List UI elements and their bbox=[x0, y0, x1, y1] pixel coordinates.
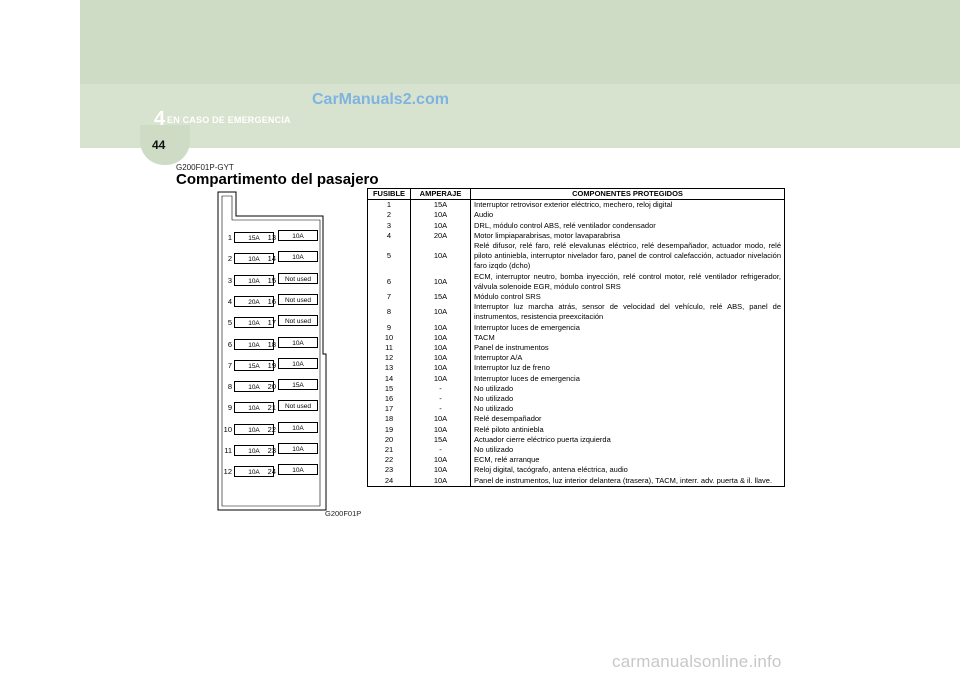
component-cell: Motor limpiaparabrisas, motor lavaparabrisa bbox=[471, 231, 785, 241]
section-title: Compartimento del pasajero bbox=[176, 171, 379, 188]
amperage-cell: 10A bbox=[411, 343, 471, 353]
chapter-title: EN CASO DE EMERGENCIA bbox=[167, 115, 291, 125]
fuse-cell: 1 bbox=[368, 200, 411, 211]
amperage-cell: 20A bbox=[411, 231, 471, 241]
component-cell: Módulo control SRS bbox=[471, 292, 785, 302]
amperage-cell: - bbox=[411, 404, 471, 414]
amperage-cell: 10A bbox=[411, 374, 471, 384]
fuse-slot-18: 10A bbox=[278, 337, 318, 348]
amperage-cell: - bbox=[411, 384, 471, 394]
fuse-cell: 3 bbox=[368, 221, 411, 231]
table-row bbox=[368, 353, 785, 363]
fuse-cell: 6 bbox=[368, 272, 411, 292]
table-row bbox=[368, 404, 785, 414]
component-cell: Actuador cierre eléctrico puerta izquierda bbox=[471, 435, 785, 445]
fuse-slot-10: 10A bbox=[234, 424, 274, 435]
fuse-slot-17: Not used bbox=[278, 315, 318, 326]
fuse-slot-23: 10A bbox=[278, 443, 318, 454]
table-row bbox=[368, 241, 785, 272]
amperage-cell: 10A bbox=[411, 425, 471, 435]
fuse-number-15: 15 bbox=[267, 275, 276, 285]
fuse-number-2: 2 bbox=[227, 254, 232, 264]
fuse-number-19: 19 bbox=[267, 360, 276, 370]
table-row bbox=[368, 465, 785, 475]
fuse-number-3: 3 bbox=[227, 275, 232, 285]
fuse-cell: 14 bbox=[368, 374, 411, 384]
fuse-number-4: 4 bbox=[227, 296, 232, 306]
fuse-slot-16: Not used bbox=[278, 294, 318, 305]
fuse-cell: 8 bbox=[368, 302, 411, 322]
table-row bbox=[368, 425, 785, 435]
fuse-slot-15: Not used bbox=[278, 273, 318, 284]
fuse-number-11: 11 bbox=[224, 446, 232, 455]
fuse-cell: 5 bbox=[368, 241, 411, 272]
component-cell: Interruptor luces de emergencia bbox=[471, 374, 785, 384]
table-row bbox=[368, 221, 785, 231]
component-cell: Interruptor luz de freno bbox=[471, 363, 785, 373]
fuse-cell: 10 bbox=[368, 333, 411, 343]
amperage-cell: - bbox=[411, 394, 471, 404]
table-row bbox=[368, 455, 785, 465]
fuse-slot-1: 15A bbox=[234, 232, 274, 243]
component-cell: Reloj digital, tacógrafo, antena eléctrica, audio bbox=[471, 465, 785, 475]
fuse-slot-6: 10A bbox=[234, 339, 274, 350]
fuse-cell: 24 bbox=[368, 476, 411, 487]
header-amperage: AMPERAJE bbox=[411, 189, 471, 200]
amperage-cell: 15A bbox=[411, 292, 471, 302]
component-cell: No utilizado bbox=[471, 404, 785, 414]
footer-watermark: carmanualsonline.info bbox=[612, 652, 782, 671]
fuse-cell: 17 bbox=[368, 404, 411, 414]
fuse-cell: 23 bbox=[368, 465, 411, 475]
page-number: 44 bbox=[152, 138, 166, 152]
table-row bbox=[368, 292, 785, 302]
amperage-cell: 15A bbox=[411, 200, 471, 211]
figure-code: G200F01P bbox=[325, 509, 362, 518]
amperage-cell: 15A bbox=[411, 435, 471, 445]
fuse-number-23: 23 bbox=[267, 446, 276, 455]
fuse-cell: 22 bbox=[368, 455, 411, 465]
table-row bbox=[368, 200, 785, 211]
amperage-cell: 10A bbox=[411, 455, 471, 465]
table-row bbox=[368, 414, 785, 424]
component-cell: No utilizado bbox=[471, 384, 785, 394]
fuse-number-13: 13 bbox=[267, 233, 276, 242]
fuse-cell: 7 bbox=[368, 292, 411, 302]
fuse-slot-3: 10A bbox=[234, 275, 274, 286]
table-row bbox=[368, 231, 785, 241]
table-row bbox=[368, 384, 785, 394]
fuse-cell: 2 bbox=[368, 210, 411, 220]
table-row bbox=[368, 374, 785, 384]
fuse-slot-8: 10A bbox=[234, 381, 274, 392]
component-cell: ECM, interruptor neutro, bomba inyección, relé control motor, relé ventilador refrigerador, válvula solenoide EGR, módulo control SRS bbox=[471, 272, 785, 292]
component-cell: Interruptor luz marcha atrás, sensor de velocidad del vehículo, relé ABS, panel de instrumentos, resistencia preexcitación bbox=[471, 302, 785, 322]
table-row bbox=[368, 302, 785, 322]
fuse-slot-7: 15A bbox=[234, 360, 274, 371]
fuse-cell: 4 bbox=[368, 231, 411, 241]
fuse-slot-20: 15A bbox=[278, 379, 318, 390]
amperage-cell: 10A bbox=[411, 272, 471, 292]
amperage-cell: 10A bbox=[411, 210, 471, 220]
component-cell: Panel de instrumentos bbox=[471, 343, 785, 353]
fuse-number-5: 5 bbox=[227, 318, 232, 328]
fuse-slot-4: 20A bbox=[234, 296, 274, 307]
fuse-slot-12: 10A bbox=[234, 466, 274, 477]
fuse-number-10: 10 bbox=[223, 424, 232, 434]
fuse-slot-19: 10A bbox=[278, 358, 318, 369]
fuse-number-9: 9 bbox=[227, 403, 232, 413]
amperage-cell: 10A bbox=[411, 414, 471, 424]
header-fuse: FUSIBLE bbox=[368, 189, 411, 200]
fuse-number-1: 1 bbox=[227, 233, 232, 242]
table-row bbox=[368, 323, 785, 333]
component-cell: Panel de instrumentos, luz interior delantera (trasera), TACM, interr. adv. puerta & il. llave. bbox=[471, 476, 785, 487]
fuse-slot-11: 10A bbox=[234, 445, 274, 456]
fuse-table-body bbox=[368, 200, 785, 487]
amperage-cell: 10A bbox=[411, 465, 471, 475]
fuse-slot-22: 10A bbox=[278, 422, 318, 433]
table-row bbox=[368, 272, 785, 292]
fuse-cell: 9 bbox=[368, 323, 411, 333]
component-cell: Relé piloto antiniebla bbox=[471, 425, 785, 435]
fuse-cell: 20 bbox=[368, 435, 411, 445]
amperage-cell: - bbox=[411, 445, 471, 455]
fuse-cell: 11 bbox=[368, 343, 411, 353]
fuse-slot-9: 10A bbox=[234, 402, 274, 413]
table-row bbox=[368, 394, 785, 404]
amperage-cell: 10A bbox=[411, 476, 471, 487]
component-cell: No utilizado bbox=[471, 394, 785, 404]
component-cell: No utilizado bbox=[471, 445, 785, 455]
fuse-cell: 16 bbox=[368, 394, 411, 404]
amperage-cell: 10A bbox=[411, 302, 471, 322]
table-row bbox=[368, 333, 785, 343]
component-cell: Interruptor A/A bbox=[471, 353, 785, 363]
fuse-number-8: 8 bbox=[227, 382, 232, 392]
fuse-number-22: 22 bbox=[267, 424, 276, 434]
fuse-cell: 21 bbox=[368, 445, 411, 455]
component-cell: Relé difusor, relé faro, relé elevalunas eléctrico, relé desempañador, actuador modo, relé piloto antiniebla, interruptor nivelador faro, panel de control calefacción, actuador nivelación faro izqdo (dcho) bbox=[471, 241, 785, 272]
fuse-cell: 12 bbox=[368, 353, 411, 363]
fuse-cell: 18 bbox=[368, 414, 411, 424]
amperage-cell: 10A bbox=[411, 353, 471, 363]
table-row bbox=[368, 363, 785, 373]
table-row bbox=[368, 476, 785, 487]
component-cell: Relé desempañador bbox=[471, 414, 785, 424]
component-cell: Interruptor retrovisor exterior eléctrico, mechero, reloj digital bbox=[471, 200, 785, 211]
fuse-number-16: 16 bbox=[267, 296, 276, 306]
table-row bbox=[368, 445, 785, 455]
header-components: COMPONENTES PROTEGIDOS bbox=[471, 189, 785, 200]
fuse-slot-14: 10A bbox=[278, 251, 318, 262]
amperage-cell: 10A bbox=[411, 323, 471, 333]
table-row bbox=[368, 435, 785, 445]
fuse-cell: 15 bbox=[368, 384, 411, 394]
fuse-number-7: 7 bbox=[227, 360, 232, 370]
fuse-number-17: 17 bbox=[267, 318, 276, 328]
table-row bbox=[368, 210, 785, 220]
amperage-cell: 10A bbox=[411, 221, 471, 231]
fuse-box-diagram bbox=[210, 190, 328, 518]
amperage-cell: 10A bbox=[411, 241, 471, 272]
fuse-slot-24: 10A bbox=[278, 464, 318, 475]
fuse-slot-5: 10A bbox=[234, 317, 274, 328]
fuse-number-21: 21 bbox=[267, 403, 276, 413]
component-cell: Audio bbox=[471, 210, 785, 220]
fuse-number-20: 20 bbox=[267, 382, 276, 392]
fuse-slot-13: 10A bbox=[278, 230, 318, 241]
component-cell: DRL, módulo control ABS, relé ventilador condensador bbox=[471, 221, 785, 231]
fuse-number-6: 6 bbox=[227, 339, 232, 349]
fuse-number-24: 24 bbox=[267, 467, 276, 477]
fuse-number-12: 12 bbox=[223, 467, 232, 477]
component-cell: Interruptor luces de emergencia bbox=[471, 323, 785, 333]
fuse-cell: 13 bbox=[368, 363, 411, 373]
fuse-slot-2: 10A bbox=[234, 253, 274, 264]
amperage-cell: 10A bbox=[411, 363, 471, 373]
fuse-number-18: 18 bbox=[267, 339, 276, 349]
fuse-slot-21: Not used bbox=[278, 400, 318, 411]
fuse-cell: 19 bbox=[368, 425, 411, 435]
amperage-cell: 10A bbox=[411, 333, 471, 343]
chapter-number: 4 bbox=[154, 108, 166, 130]
table-row bbox=[368, 343, 785, 353]
section-code: G200F01P-GYT bbox=[176, 163, 234, 172]
component-cell: ECM, relé arranque bbox=[471, 455, 785, 465]
watermark-link[interactable]: CarManuals2.com bbox=[312, 91, 449, 108]
fuse-table bbox=[367, 188, 785, 487]
component-cell: TACM bbox=[471, 333, 785, 343]
fuse-number-14: 14 bbox=[267, 254, 276, 264]
